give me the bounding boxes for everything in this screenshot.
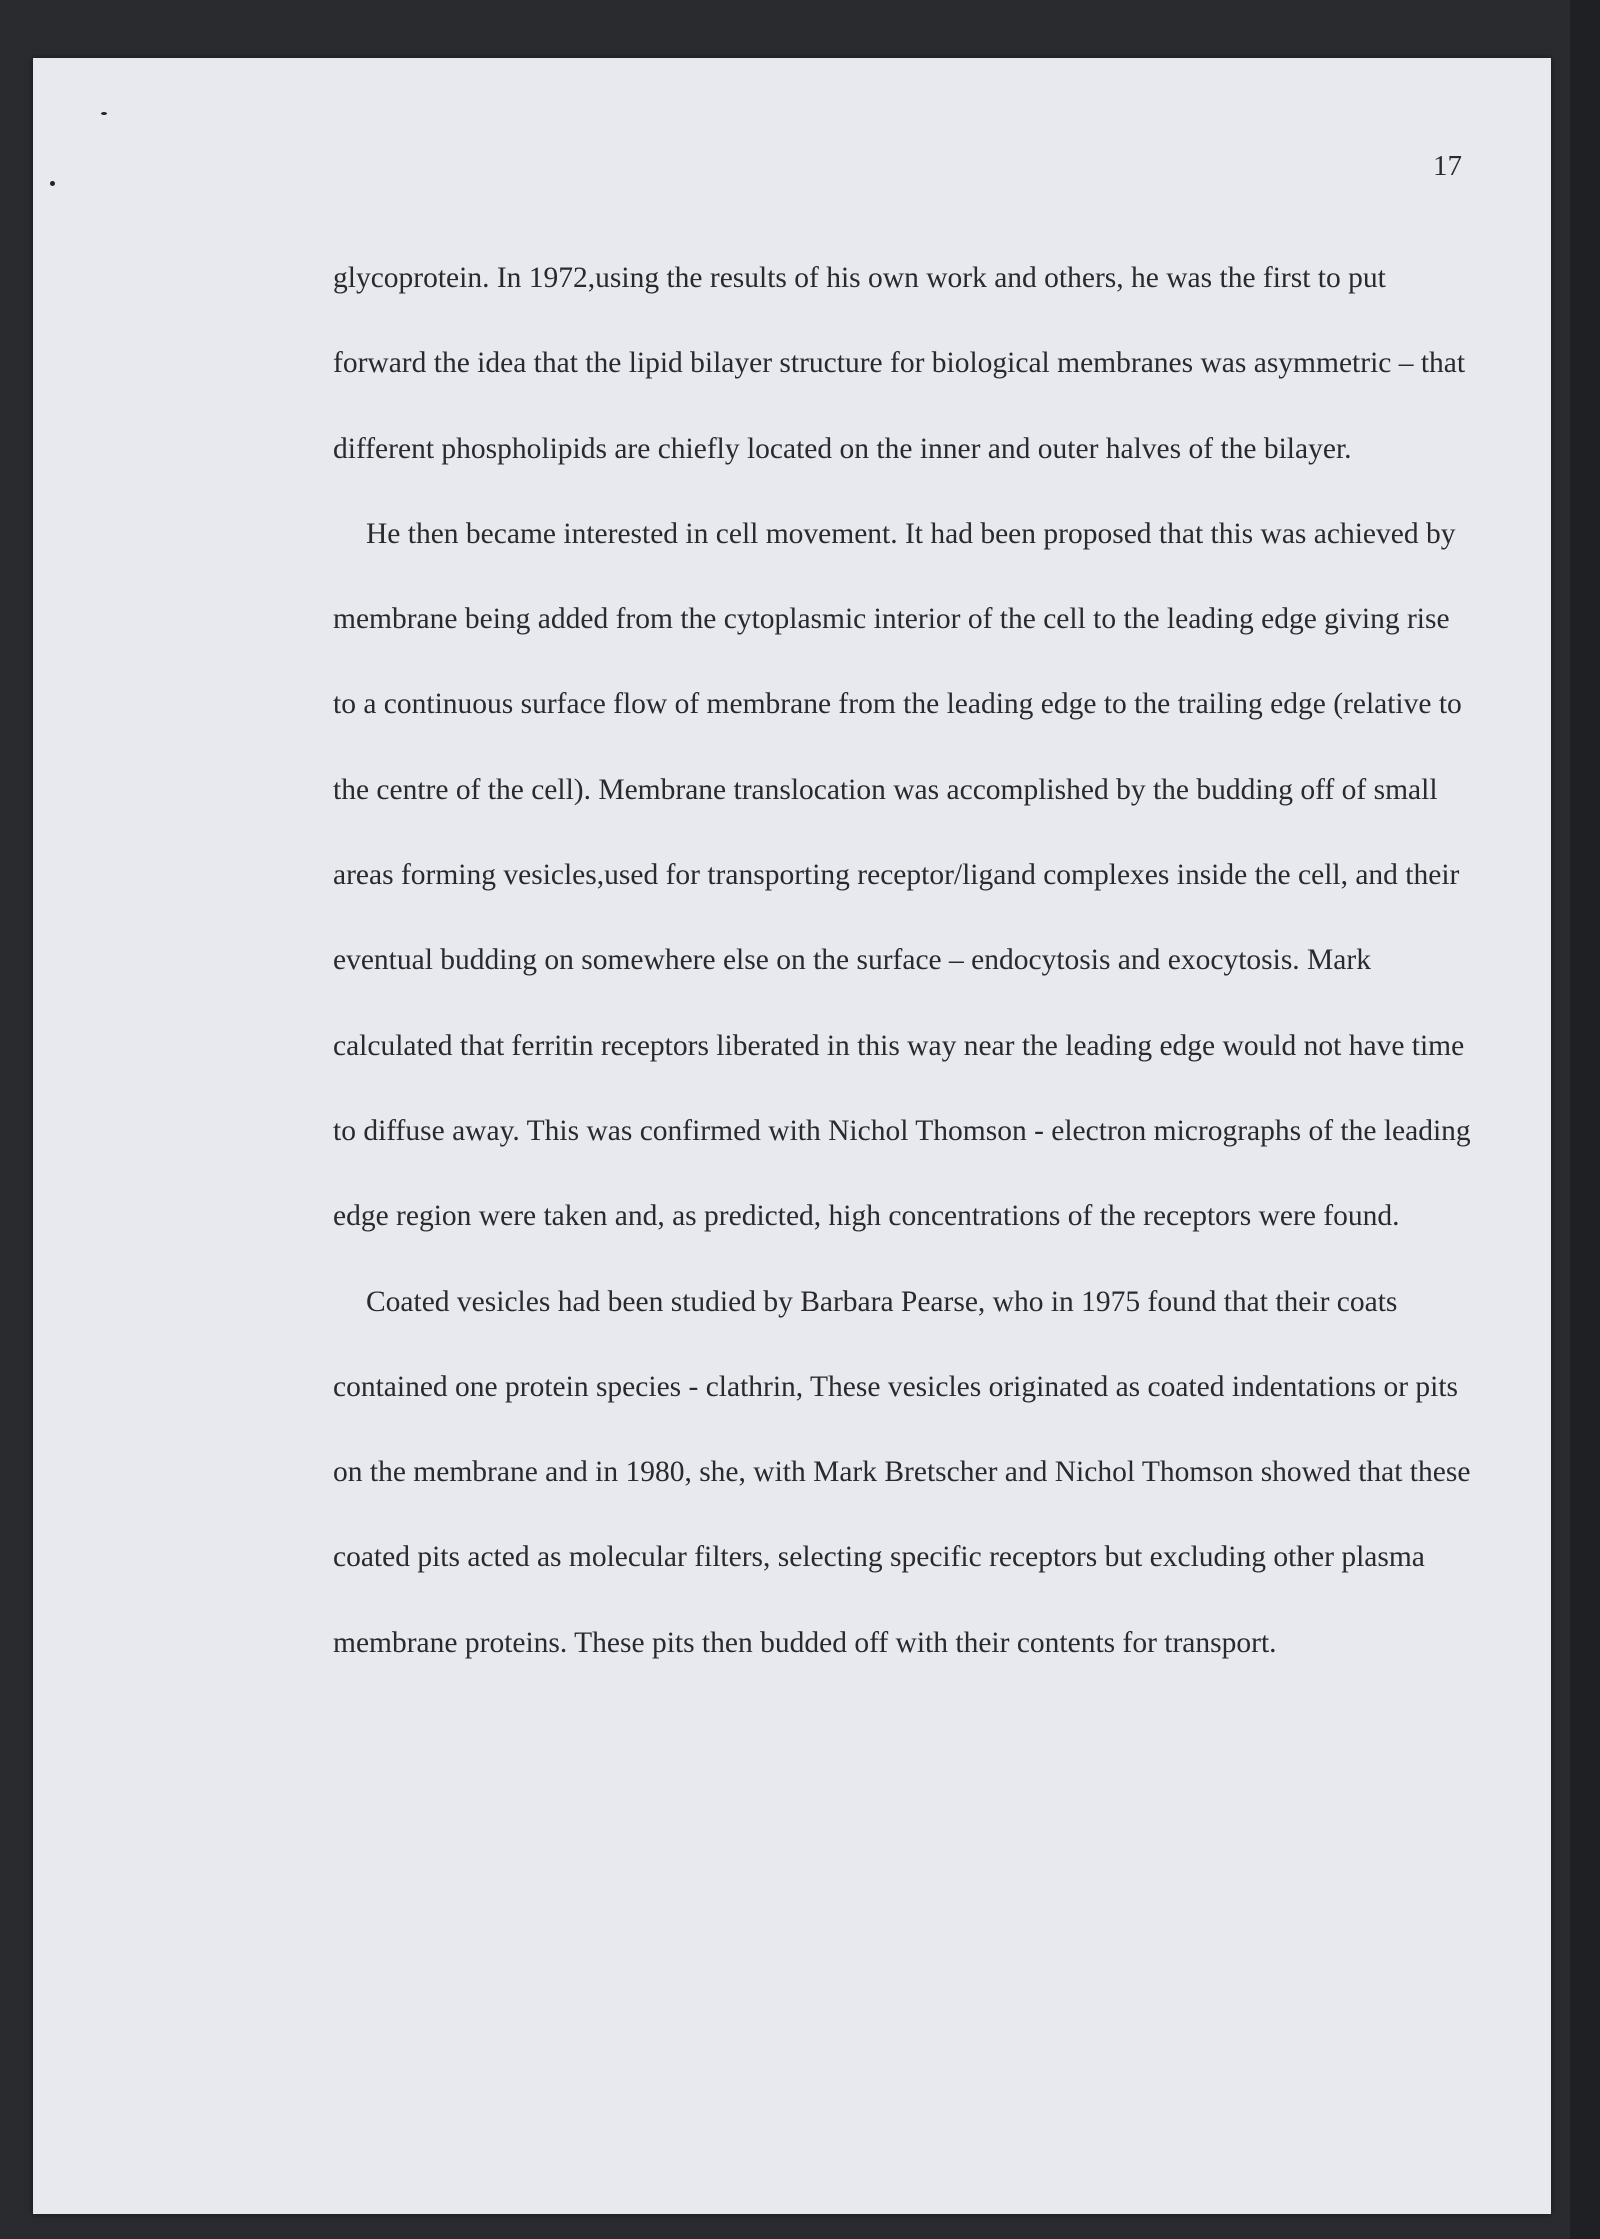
document-page xyxy=(33,58,1551,2214)
paragraph-2: He then became interested in cell movement. It had been proposed that this was achieved by membrane being added from the cytoplasmic interior of the cell to the leading edge giving rise to a continuous surface flow of membrane from the leading edge to the trailing edge (relative to the centre of the cell). Membrane translocation was accomplished by the budding off of small areas forming vesicles,used for transporting receptor/ligand complexes inside the cell, and their eventual budding on somewhere else on the surface – endocytosis and exocytosis. Mark calculated that ferritin receptors liberated in this way near the leading edge would not have time to diffuse away. This was confirmed with Nichol Thomson - electron micrographs of the leading edge region were taken and, as predicted, high concentrations of the receptors were found. xyxy=(333,517,1471,1233)
page-number: 17 xyxy=(1433,150,1462,182)
paragraph-3: Coated vesicles had been studied by Barbara Pearse, who in 1975 found that their coats contained one protein species - clathrin, These vesicles originated as coated indentations or pits on the membrane and in 1980, she, with Mark Bretscher and Nichol Thomson showed that these coated pits acted as molecular filters, selecting specific receptors but excluding other plasma membrane proteins. These pits then budded off with their contents for transport. xyxy=(333,1285,1471,1659)
body-text xyxy=(333,236,1473,1686)
page-speck xyxy=(101,112,107,115)
scanner-background-edge xyxy=(1570,0,1600,2239)
page-speck xyxy=(50,181,55,186)
paragraph-1: glycoprotein. In 1972,using the results of his own work and others, he was the first to put forward the idea that the lipid bilayer structure for biological membranes was asymmetric – that different phospholipids are chiefly located on the inner and outer halves of the bilayer. xyxy=(333,262,1466,465)
